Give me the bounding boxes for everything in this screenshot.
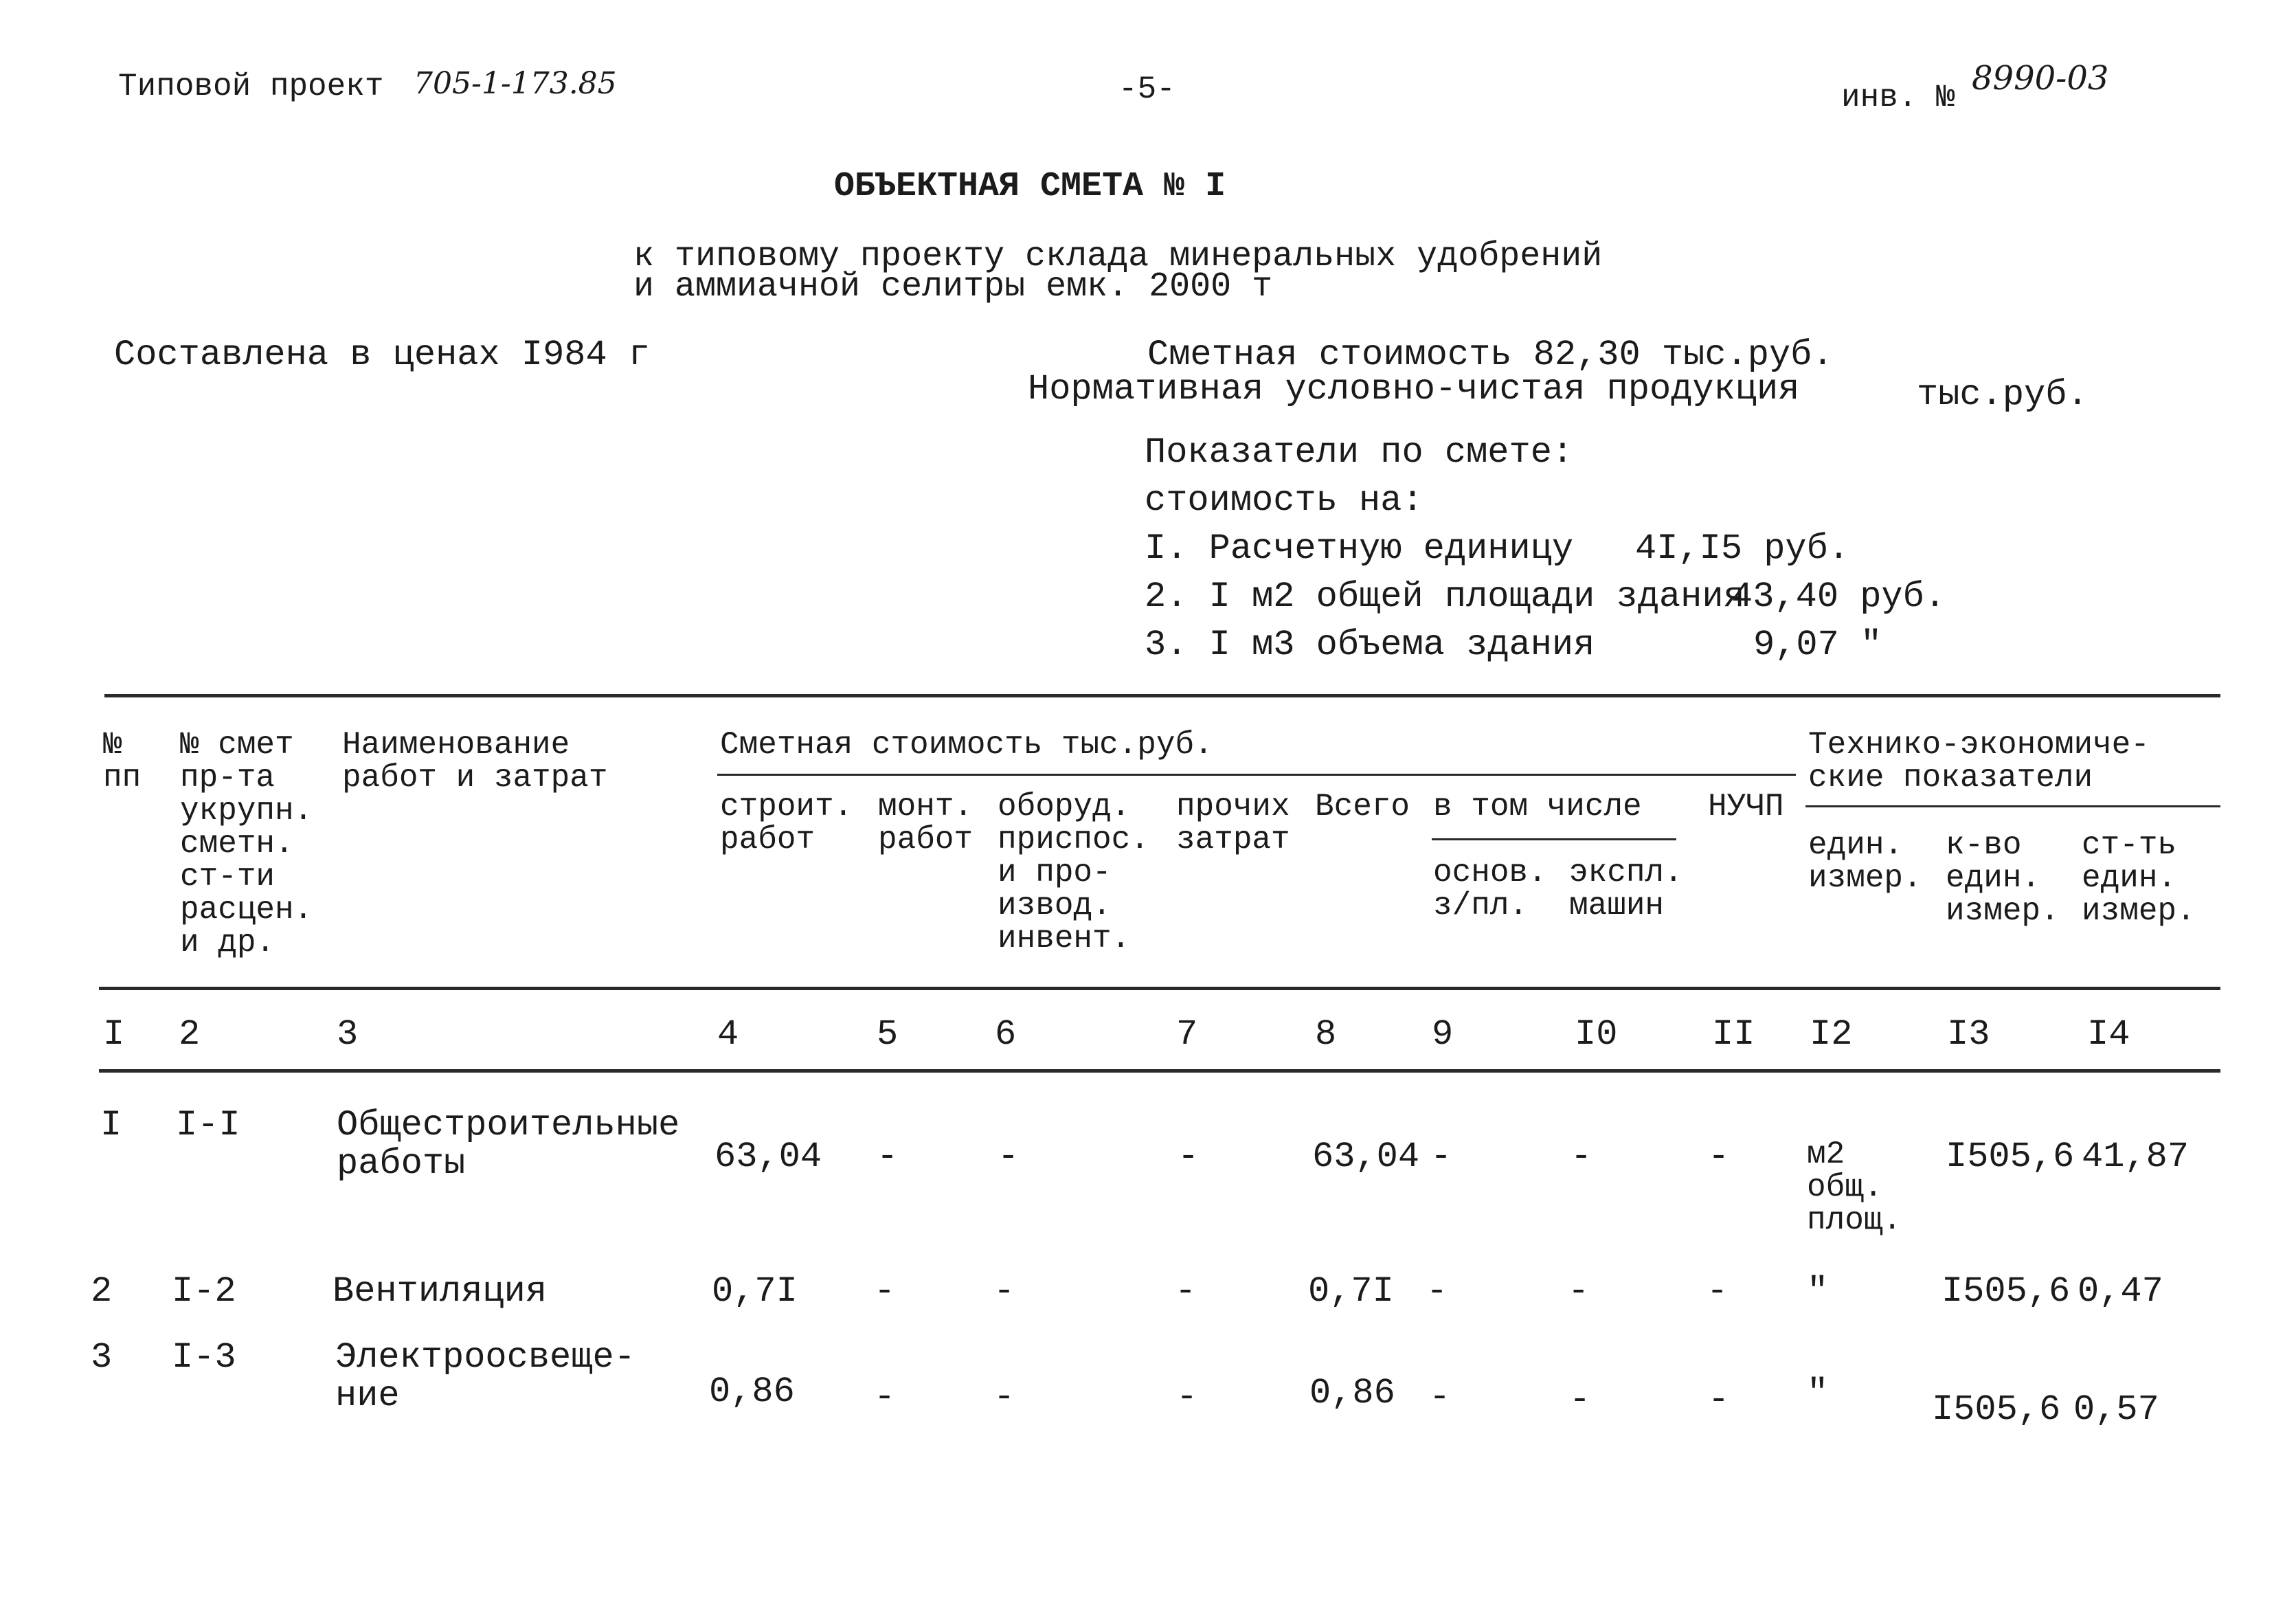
unit-cost: 0,57 — [2073, 1389, 2159, 1430]
total-cost: 0,86 — [1309, 1373, 1395, 1413]
col-header-estimate-code: № смет пр-та укрупн. сметн. ст-ти расцен. и др. — [180, 727, 313, 961]
table-top-rule — [104, 694, 2220, 697]
estimated-cost: Сметная стоимость 82,30 тыс.руб. — [1147, 335, 1834, 375]
col-header-nuchp: НУЧП — [1708, 789, 1784, 825]
quantity: I505,6 — [1942, 1271, 2071, 1312]
col-header-work-name: Наименование работ и затрат — [342, 727, 608, 796]
col-number: 8 — [1315, 1014, 1337, 1055]
equipment-cost: - — [993, 1271, 1015, 1312]
document-title: ОБЪЕКТНАЯ СМЕТА № I — [834, 167, 1226, 206]
wages-cost: - — [1426, 1271, 1448, 1312]
page-number: -5- — [1118, 71, 1175, 107]
prices-note: Составлена в ценах I984 г — [114, 335, 651, 375]
col-numbers-rule — [99, 1069, 2220, 1073]
other-cost: - — [1176, 1377, 1198, 1418]
unit-cost: 41,87 — [2082, 1137, 2190, 1177]
subtitle-line-1: к типовому проекту склада минеральных удобрений — [633, 237, 1603, 276]
machines-cost: - — [1571, 1137, 1592, 1177]
construction-cost: 0,86 — [709, 1372, 795, 1412]
col-number: 3 — [337, 1014, 359, 1055]
unit: " — [1807, 1271, 1829, 1312]
col-header-equipment: оборуд. приспос. и про- извод. инвент. — [998, 789, 1149, 956]
unit: " — [1807, 1373, 1829, 1413]
construction-cost: 63,04 — [714, 1137, 822, 1177]
col-number: 5 — [877, 1014, 899, 1055]
equipment-cost: - — [993, 1377, 1015, 1418]
estimate-code: I-3 — [172, 1337, 236, 1378]
subtitle-line-2: и аммиачной селитры емк. 2000 т — [633, 267, 1273, 306]
col-header-construction: строит. работ — [720, 789, 853, 858]
unit: м2 общ. площ. — [1807, 1137, 1902, 1238]
other-cost: - — [1178, 1137, 1200, 1177]
indicator-1-value: 4I,I5 руб. — [1635, 528, 1850, 569]
nuchp-value: - — [1708, 1380, 1730, 1420]
inventory-label: инв. № — [1841, 80, 1955, 115]
indicator-1-label: I. Расчетную единицу — [1145, 528, 1574, 569]
col-number: 6 — [995, 1014, 1017, 1055]
indicators-heading: Показатели по смете: — [1145, 432, 1574, 473]
work-name: Общестроительные работы — [337, 1105, 680, 1184]
wages-cost: - — [1429, 1377, 1451, 1418]
nuchp-value: - — [1708, 1137, 1730, 1177]
col-header-other: прочих затрат — [1176, 789, 1290, 858]
machines-cost: - — [1569, 1380, 1591, 1420]
quantity: I505,6 — [1932, 1389, 2061, 1430]
inventory-number: 8990-03 — [1972, 59, 2109, 98]
estimate-code: I-I — [176, 1105, 240, 1145]
incl-group-rule — [1432, 838, 1676, 840]
quantity: I505,6 — [1946, 1137, 2075, 1177]
group-header-tech: Технико-экономиче- ские показатели — [1808, 727, 2150, 796]
wages-cost: - — [1430, 1137, 1452, 1177]
col-header-unit-cost: ст-ть един. измер. — [2082, 827, 2196, 929]
project-number: 705-1-173.85 — [414, 66, 617, 101]
col-number: II — [1712, 1014, 1755, 1055]
group-header-including: в том числе — [1433, 789, 1642, 825]
col-number: I — [103, 1014, 125, 1055]
row-number: 3 — [91, 1337, 113, 1378]
col-header-quantity: к-во един. измер. — [1946, 827, 2060, 929]
equipment-cost: - — [998, 1137, 1020, 1177]
col-header-installation: монт. работ — [878, 789, 973, 858]
normative-production: Нормативная условно-чистая продукция — [1028, 369, 1800, 410]
total-cost: 63,04 — [1312, 1137, 1420, 1177]
col-number: I2 — [1810, 1014, 1853, 1055]
col-number: 4 — [717, 1014, 739, 1055]
normative-unit: тыс.руб. — [1917, 374, 2089, 415]
col-number: 9 — [1432, 1014, 1454, 1055]
work-name: Электроосвеще- ние — [335, 1337, 635, 1416]
cost-group-rule — [717, 774, 1796, 776]
indicator-2-value: 43,40 руб. — [1731, 577, 1946, 617]
unit-cost: 0,47 — [2078, 1271, 2163, 1312]
total-cost: 0,7I — [1308, 1271, 1394, 1312]
other-cost: - — [1175, 1271, 1197, 1312]
row-number: 2 — [91, 1271, 113, 1312]
installation-cost: - — [874, 1377, 896, 1418]
nuchp-value: - — [1707, 1271, 1729, 1312]
col-header-machines: экспл. машин — [1569, 855, 1683, 924]
row-number: I — [100, 1105, 122, 1145]
cost-on-label: стоимость на: — [1145, 480, 1423, 521]
installation-cost: - — [874, 1271, 896, 1312]
machines-cost: - — [1568, 1271, 1590, 1312]
group-header-cost: Сметная стоимость тыс.руб. — [720, 727, 1213, 763]
col-number: I0 — [1575, 1014, 1618, 1055]
col-number: I4 — [2087, 1014, 2130, 1055]
header-bottom-rule — [99, 987, 2220, 990]
project-label: Типовой проект — [118, 69, 384, 104]
col-number: I3 — [1947, 1014, 1990, 1055]
col-header-total: Всего — [1315, 789, 1410, 825]
col-header-unit: един. измер. — [1808, 827, 1922, 896]
indicator-3-value: 9,07 " — [1753, 625, 1882, 665]
col-number: 7 — [1176, 1014, 1198, 1055]
indicator-2-label: 2. I м2 общей площади здания — [1145, 577, 1745, 617]
col-number: 2 — [179, 1014, 201, 1055]
tech-group-rule — [1805, 805, 2220, 807]
col-header-no: № пп — [103, 727, 142, 796]
installation-cost: - — [877, 1137, 899, 1177]
indicator-3-label: 3. I м3 объема здания — [1145, 625, 1595, 665]
construction-cost: 0,7I — [712, 1271, 798, 1312]
work-name: Вентиляция — [333, 1271, 548, 1312]
estimate-code: I-2 — [172, 1271, 236, 1312]
col-header-wages: основ. з/пл. — [1433, 855, 1547, 924]
